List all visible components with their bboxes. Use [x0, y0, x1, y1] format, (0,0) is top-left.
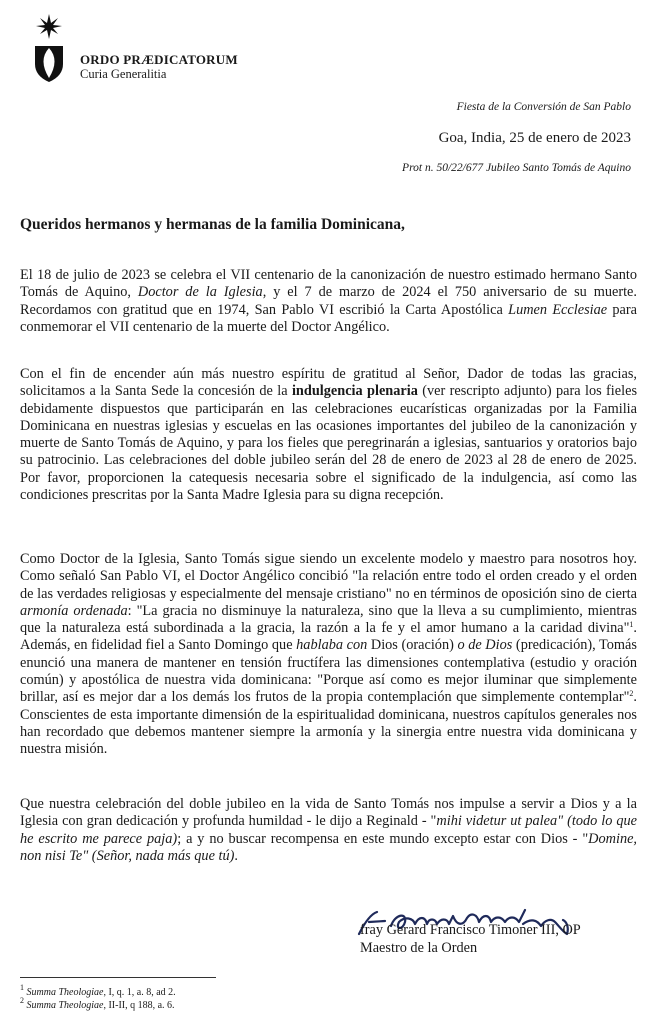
text-run: Como Doctor de la Iglesia, Santo Tomás sigue siendo un excelente modelo y maestro para nosotros hoy. Como señaló San Pablo VI, el Doctor Angélico concibió "la relación entre todo el orden creado y el orden de las verdades religiosas y especialmente del mensaje cristiano" no en términos de oposición sino de cierta — [20, 551, 637, 602]
italic-run: hablaba con — [296, 637, 368, 654]
text-run: , y el 7 de marzo de 2024 el 750 aniversario de su muerte. Recordamos con gratitud que en 1974, San Pablo VI escribió la Carta Apostólica — [20, 284, 637, 318]
italic-run: Doctor de la Iglesia — [137, 284, 263, 301]
text-run: El 18 de julio de 2023 se celebra el VII centenario de la canonización de nuestro estimado hermano Santo Tomás de Aquino, — [20, 267, 637, 301]
footnote-number: 1 — [20, 983, 24, 992]
star-icon — [36, 14, 62, 39]
footnote-ref-2[interactable]: 2 — [629, 689, 634, 699]
paragraph-4 — [20, 796, 637, 865]
italic-run: o de Dios — [457, 637, 513, 654]
footnote-ref: , II-II, q 188, a. 6. — [103, 999, 175, 1011]
footnote-work: Summa Theologiae — [26, 999, 104, 1011]
text-run: Dios (oración) — [367, 637, 458, 654]
italic-run: Domine, non nisi Te" (Señor, nada más que tú) — [20, 830, 638, 864]
bold-run: indulgencia plenaria — [291, 383, 418, 400]
signer-block — [360, 922, 581, 957]
org-block — [80, 52, 238, 82]
footnote-work: Summa Theologiae — [26, 987, 104, 998]
signer-title: Maestro de la Orden — [360, 939, 478, 956]
italic-run: armonía ordenada — [20, 602, 128, 619]
text-run: (predicación), Tomás enunció una manera de mantener en tensión fructífera las dimensiones contemplativa (estudio y oración común) y apostólica de nuestra vida dominicana: "Porque así como es mejor iluminar que simplemente brillar, así es mejor dar a los demás los frutos de la propia contemplación que simplemente contemplar" — [20, 637, 637, 706]
italic-run: Lumen Ecclesiae — [508, 301, 608, 318]
paragraph-1 — [20, 267, 637, 336]
org-name: ORDO PRÆDICATORUM — [80, 52, 238, 67]
place-date: Goa, India, 25 de enero de 2023 — [438, 130, 631, 146]
footnote-ref: , I, q. 1, a. 8, ad 2. — [103, 987, 176, 998]
order-shield-logo — [34, 14, 64, 82]
text-run: . Conscientes de esta importante dimensión de la espiritualidad dominicana, nuestros capítulos generales nos han recordado que debemos mantener siempre la armonía y la sinergia entre nuestra vida dominicana y nuestra misión. — [20, 689, 637, 758]
paragraph-2 — [20, 366, 637, 504]
italic-run: mihi videtur ut palea" (todo lo que he escrito me parece paja) — [20, 813, 637, 847]
footnote-ref-1[interactable]: 1 — [629, 620, 634, 630]
signer-name: fray Gerard Francisco Timoner III, OP — [360, 922, 581, 938]
footnote-1 — [20, 983, 176, 1000]
footnote-divider — [20, 977, 216, 978]
paragraph-3 — [20, 551, 637, 759]
footnotes — [20, 983, 176, 1012]
text-run: (ver rescripto adjunto) para los fieles debidamente dispuestos que participarán en las celebraciones eucarísticas organizadas por la Familia Dominicana en nuestras iglesias y escuelas en las ocasiones importantes del jubileo de la canonización y muerte de Santo Tomás de Aquino, y para los fieles que peregrinarán a iglesias, santuarios y oratorios bajo su patrocinio. Las celebraciones del doble jubileo serán del 28 de enero de 2023 al 28 de enero de 2025. Por favor, proporcionen la catequesis necesaria sobre el significado de la indulgencia, así como las condiciones prescritas por la Santa Madre Iglesia para su digna recepción. — [20, 383, 638, 504]
text-run: . — [234, 847, 238, 864]
text-run: . Además, en fidelidad fiel a Santo Domingo que — [20, 620, 637, 654]
footnote-2 — [20, 995, 176, 1013]
text-run: para conmemorar el VII centenario de la muerte del Doctor Angélico. — [20, 301, 637, 335]
text-run: Que nuestra celebración del doble jubileo en la vida de Santo Tomás nos impulse a servir a Dios y a la Iglesia con gran dedicación y profunda humildad - le dijo a Reginald - " — [20, 796, 637, 830]
feast-line: Fiesta de la Conversión de San Pablo — [456, 101, 631, 113]
greeting: Queridos hermanos y hermanas de la familia Dominicana, — [20, 216, 405, 233]
footnote-number: 2 — [20, 995, 24, 1005]
protocol-number: Prot n. 50/22/677 Jubileo Santo Tomás de Aquino — [402, 162, 631, 174]
text-run: ; a y no buscar recompensa en este mundo excepto estar con Dios - " — [177, 830, 589, 847]
text-run: Con el fin de encender aún más nuestro espíritu de gratitud al Señor, Dador de todas las gracias, solicitamos a la Santa Sede la concesión de la — [20, 366, 637, 400]
org-subtitle: Curia Generalitia — [80, 67, 167, 81]
text-run: : "La gracia no disminuye la naturaleza, sino que la lleva a su cumplimiento, mientras que la naturaleza está subordinada a la gracia, la razón a la fe y el amor humano a la caridad divina" — [20, 602, 637, 637]
